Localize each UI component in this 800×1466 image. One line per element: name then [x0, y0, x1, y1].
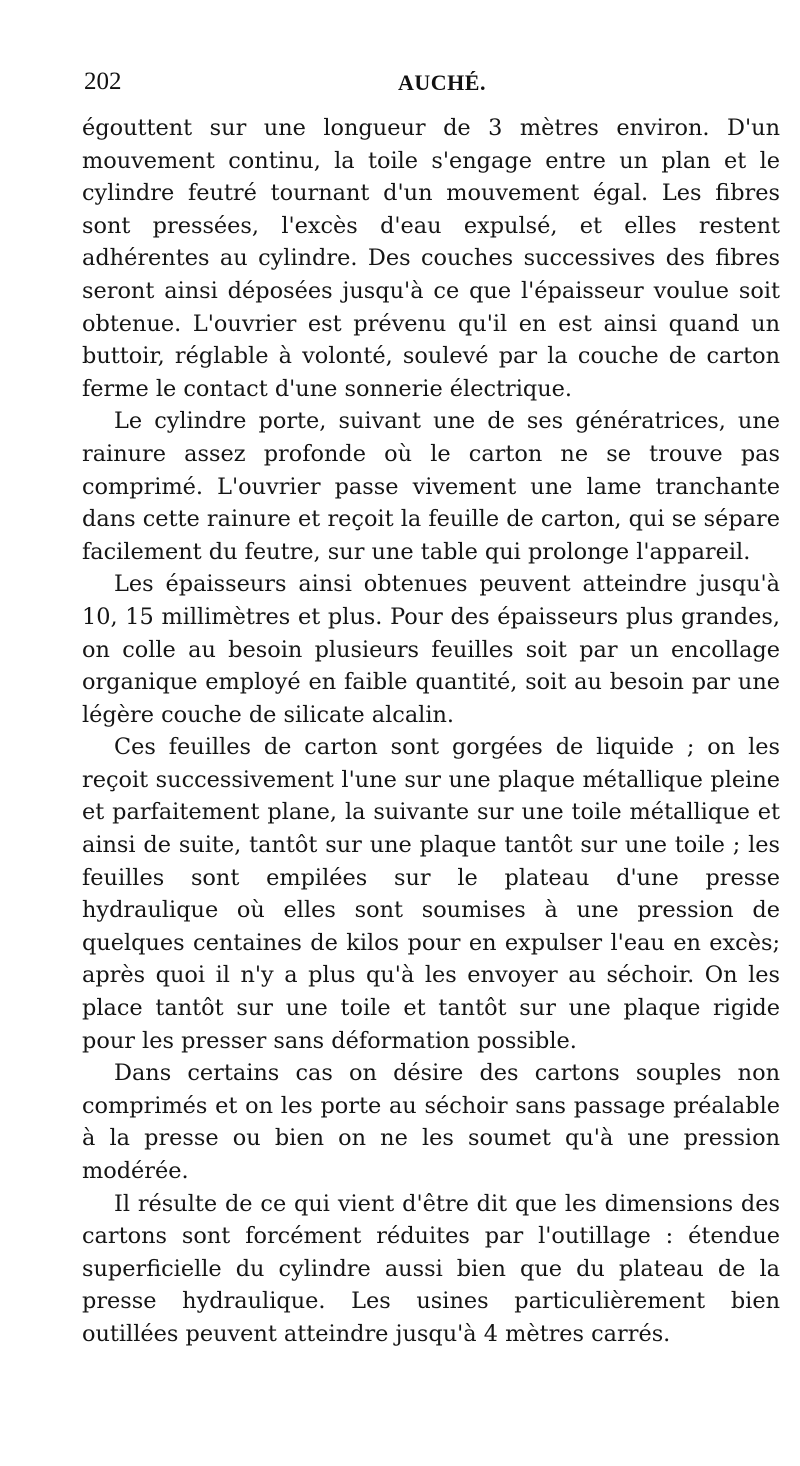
paragraph-supple-cartons: Dans certains cas on désire des cartons souples non comprimés et on les porte au séchoir sans passage préalable à la presse ou bien on ne les soumet qu'à une pression modérée.	[82, 1060, 780, 1184]
paragraph-thickness: Les épaisseurs ainsi obtenues peuvent atteindre jusqu'à 10, 15 millimètres et plus. Pour des épaisseurs plus grandes, on colle au besoin plusieurs feuilles soit par un encollage organique employé en faible quantité, soit au besoin par une légère couche de silicate alcalin.	[82, 571, 780, 728]
paragraph-continuation: égouttent sur une longueur de 3 mètres environ. D'un mouvement continu, la toile s'engage entre un plan et le cylindre feutré tournant d'un mouvement égal. Les fibres sont pressées, l'excès d'eau expulsé, et elles restent adhérentes au cylindre. Des couches successives des fibres seront ainsi déposées jusqu'à ce que l'épaisseur voulue soit obtenue. L'ouvrier est prévenu qu'il en est ainsi quand un buttoir, réglable à volonté, soulevé par la couche de carton ferme le contact d'une sonnerie électrique.	[82, 115, 780, 402]
paragraph-cylinder-groove: Le cylindre porte, suivant une de ses génératrices, une rainure assez profonde où le carton ne se trouve pas comprimé. L'ouvrier passe vivement une lame tranchante dans cette rainure et reçoit la feuille de carton, qui se sépare facilement du feutre, sur une table qui prolonge l'appareil.	[82, 408, 780, 565]
running-title: AUCHÉ.	[398, 70, 486, 95]
page-number: 202	[84, 68, 122, 95]
paragraph-dimensions: Il résulte de ce qui vient d'être dit que les dimensions des cartons sont forcément réduites par l'outillage : étendue superficielle du cylindre aussi bien que du plateau de la presse hydraulique. Les usines particulièrement bien outillées peuvent atteindre jusqu'à 4 mètres carrés.	[82, 1190, 780, 1347]
body-text	[82, 112, 780, 1351]
page-header	[84, 62, 780, 102]
paragraph-pressing: Ces feuilles de carton sont gorgées de liquide ; on les reçoit successivement l'une sur une plaque métallique pleine et parfaitement plane, la suivante sur une toile métallique et ainsi de suite, tantôt sur une plaque tantôt sur une toile ; les feuilles sont empilées sur le plateau d'une presse hydraulique où elles sont soumises à une pression de quelques centaines de kilos pour en expulser l'eau en excès; après quoi il n'y a plus qu'à les envoyer au séchoir. On les place tantôt sur une toile et tantôt sur une plaque rigide pour les presser sans déformation possible.	[82, 734, 780, 1054]
